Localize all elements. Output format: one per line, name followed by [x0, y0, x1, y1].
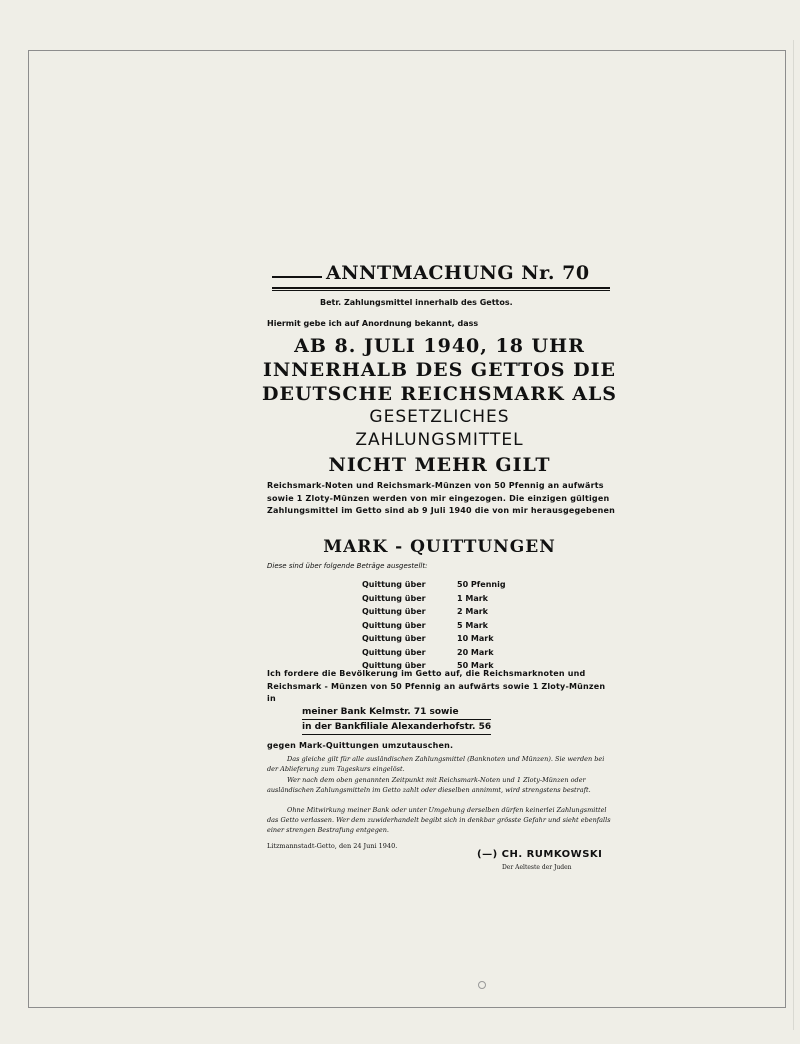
place-date: Litzmannstadt-Getto, den 24 Juni 1940. [267, 842, 398, 850]
subject-line: Betr. Zahlungsmittel innerhalb des Gettos. [320, 298, 513, 307]
receipt-label: Quittung über [362, 647, 426, 657]
receipt-amount: 2 Mark [457, 607, 488, 616]
receipt-row [362, 634, 506, 648]
receipt-amount: 1 Mark [457, 593, 488, 603]
signature: (—) CH. RUMKOWSKI [477, 849, 603, 860]
title-underline-2 [272, 290, 610, 291]
intro-line: Hiermit gebe ich auf Anordnung bekannt, dass [267, 319, 479, 328]
headline-line-1: AB 8. JULI 1940, 18 UHR [294, 335, 585, 357]
title-dash [272, 276, 322, 278]
receipt-amount: 20 Mark [457, 647, 494, 657]
receipt-row [362, 621, 506, 635]
bank-address-branch: in der Bankfiliale Alexanderhofstr. 56 [302, 722, 491, 735]
title-row [262, 262, 617, 288]
document-title: ANNTMACHUNG Nr. 70 [326, 262, 590, 284]
headline-line-3: DEUTSCHE REICHSMARK ALS [262, 383, 618, 405]
receipt-amount: 50 Mark [457, 661, 494, 670]
bank-address-main: meiner Bank Kelmstr. 71 sowie [302, 707, 491, 720]
note-export-ban: Ohne Mitwirkung meiner Bank oder unter Umgehung derselben dürfen keinerlei Zahlungsmittel das Getto verlassen. Wer dem zuwiderhandelt begibt sich in denkbar grösste Gefahr und sieht ebenfalls einer strengen Bestrafung entgegen. [267, 806, 611, 834]
receipt-amount: 10 Mark [457, 634, 494, 643]
receipts-intro: Diese sind über folgende Beträge ausgestellt: [267, 562, 428, 570]
note-foreign-currency: Das gleiche gilt für alle ausländischen Zahlungsmittel (Banknoten und Münzen). Sie werden bei der Ablieferung zum Tageskurs eingelöst. [267, 755, 605, 773]
title-underline [272, 287, 610, 289]
paragraph-exchange: gegen Mark-Quittungen umzutauschen. [267, 741, 454, 750]
paragraph-withdrawal: Reichsmark-Noten und Reichsmark-Münzen von 50 Pfennig an aufwärts sowie 1 Zloty-Münzen werden von mir eingezogen. Die einzigen gültigen Zahlungsmittel im Getto sind ab 9 Juli 1940 die von mir herausgegebenen [267, 481, 616, 515]
signature-title: Der Aelteste der Juden [502, 864, 572, 871]
receipt-amount: 5 Mark [457, 620, 488, 630]
headline-line-4: GESETZLICHES [369, 407, 510, 427]
receipt-row [362, 607, 506, 621]
paragraph-exchange-request: Ich fordere die Bevölkerung im Getto auf, die Reichsmarknoten und Reichsmark - Münzen von 50 Pfennig an aufwärts sowie 1 Zloty-Münzen in [267, 669, 606, 703]
announcement-document [262, 262, 618, 871]
receipt-row [362, 580, 506, 594]
receipt-label: Quittung über [362, 593, 426, 603]
receipt-label: Quittung über [362, 661, 426, 670]
punch-hole-mark [478, 981, 486, 989]
headline-line-5: ZAHLUNGSMITTEL [355, 430, 524, 450]
bank-addresses [302, 707, 491, 737]
headline-final: NICHT MEHR GILT [328, 454, 551, 476]
page-edge [793, 40, 794, 1030]
receipt-label: Quittung über [362, 580, 426, 589]
receipts-heading: MARK - QUITTUNGEN [323, 537, 556, 557]
headline-line-2: INNERHALB DES GETTOS DIE [263, 359, 616, 381]
receipt-label: Quittung über [362, 607, 426, 616]
page-frame [28, 50, 786, 1008]
receipt-amount: 50 Pfennig [457, 580, 506, 589]
note-penalty: Wer nach dem oben genannten Zeitpunkt mit Reichsmark-Noten und 1 Zloty-Münzen oder ausländischen Zahlungsmitteln im Getto zahlt oder dieselben annimmt, wird strengstens bestraft. [267, 776, 591, 794]
receipt-row [362, 648, 506, 662]
receipts-list [362, 580, 506, 675]
receipt-row [362, 594, 506, 608]
receipt-label: Quittung über [362, 620, 426, 630]
receipt-label: Quittung über [362, 634, 426, 643]
